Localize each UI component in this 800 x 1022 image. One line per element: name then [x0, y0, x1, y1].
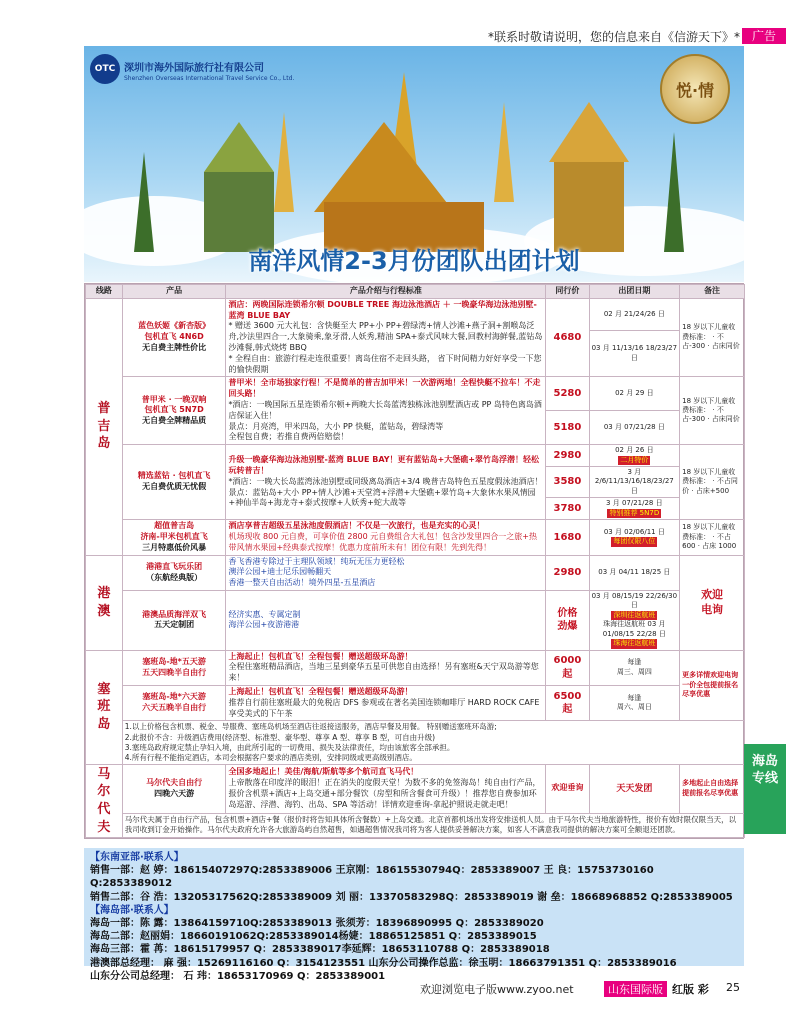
product-cell: 塞班岛-地*六天游 六天五晚半自由行 [122, 686, 226, 721]
date-badge: 深圳往返航班 [613, 610, 656, 619]
product-cell: 塞班岛-地*五天游 五天四晚半自由行 [122, 650, 226, 685]
price-cell: 6500 起 [546, 686, 589, 721]
top-bar [0, 28, 800, 46]
price-cell: 欢迎垂询 [546, 764, 589, 813]
table-header [86, 285, 745, 299]
col-date: 出团日期 [589, 285, 680, 299]
info-cell: 香飞香港专除过于主理队领域！纯玩无压力更轻松 澳洋公园+迪士尼乐园畅翻天 香港一整天自由活动！境外四星-五星酒店 [226, 555, 546, 590]
col-info: 产品介绍与行程标准 [226, 285, 546, 299]
info-cell: 普甲米！全市场独家行程！不是简单的普吉加甲米！一次游两地！全程快艇不拉车！不走回头路！ *酒店：一晚国际五星连锁希尔顿+两晚大长岛蓝湾独栋泳池别墅酒店或 PP 岛特色离岛酒店保证入住！ 景点：月亮湾，甲米四岛，大小 PP 快艇，蓝钻岛，碧绿湾等 全程包自费；若推自费两倍赔偿！ [226, 377, 546, 445]
contacts-header-island: 【海岛部·联系人】 [90, 904, 174, 916]
contact-notice: *联系时敬请说明，您的信息来自《信游天下》* [487, 30, 740, 44]
product-cell: 港港直飞玩乐团 （东航经典版） [122, 555, 226, 590]
product-cell: 超值普吉岛 济南-甲米包机直飞 三月特惠低价风暴 [122, 520, 226, 555]
col-product: 产品 [122, 285, 226, 299]
note-cell: 多地起止自由选择提前报名尽享优惠 [680, 764, 745, 813]
ad-badge: 广告 [742, 28, 786, 44]
table-row [86, 764, 745, 813]
temple-illustration [84, 62, 744, 262]
info-cell: 酒店：两晚国际连锁希尔顿 DOUBLE TREE 海边泳池酒店 ＋ 一晚豪华海边泳池别墅-蓝湾 BLUE BAY * 赠送 3600 元大礼包：含快艇至大 PP+小 PP+碧绿湾+情人沙滩+燕子洞+割喉岛泛舟,沙法里四合一,大象骑乘,象牙滑,人妖秀,精油 SPA+泰式风味大餐,回教村海鲜餐,蓝钻岛沙滩餐,韩式烧烤 BBQ * 全程自由：旅游行程走连很重要！离岛住宿不走回头路， 省下时间精力好好享受一下您的愉快假期 [226, 298, 546, 377]
company-name-cn: 深圳市海外国际旅行社有限公司 [124, 63, 264, 74]
info-cell: 酒店享普吉超级五星泳池度假酒店！不仅是一次旅行，也是充实的心灵！ 机场现收 800 元自费，可享价值 2800 元自费组合大礼包！包含沙发里四合一之旅+热带风情水果园+经典泰式按摩！优惠力度前所未有！团位有限！先到先得！ [226, 520, 546, 555]
note-cell: 18 岁以下儿童收费标准： · 不占同价 · 占床+500 [680, 445, 745, 520]
date-badge: 特别推荐 5N7D [609, 508, 660, 517]
info-cell: 上海起止！包机直飞！全程包餐！赠送超级环岛游！ 推荐自行前往塞班最大的免税店 DFS 参观或在著名美国连锁咖啡厅 HARD ROCK CAFE 享受美式的下午茶 [226, 686, 546, 721]
table-row [86, 445, 745, 467]
hero-banner [84, 46, 744, 282]
date-cell: 03 月 08/15/19 22/26/30 日 深圳往返航班 珠海往返航班 03 月 01/08/15 22/28 日 珠海往返航班 [589, 591, 680, 651]
price-cell: 2980 [546, 445, 589, 467]
date-cell: 3 月 07/21/28 日 特别推荐 5N7D [589, 498, 680, 520]
date-cell: 03 月 02/06/11 日 每团仅限八位 [589, 520, 680, 555]
table-row [86, 813, 745, 838]
date-badge: 每团仅限八位 [613, 537, 656, 546]
date-cell: 02 月 21/24/26 日 [589, 298, 680, 331]
contact-line: 港澳部总经理： 麻 强：15269116160 Q：3154123551 山东分公司操作总监：徐玉明：18663791351 Q：2853389016 [90, 957, 677, 969]
contact-line: 海岛一部：陈 露：13864159710Q:2853389013 张须芳：18396890995 Q：2853389020 [90, 917, 544, 929]
table-row [86, 555, 745, 590]
note-cell: 更多详情欢迎电询一价全包提前报名尽享优惠 [680, 650, 745, 721]
col-route: 线路 [86, 285, 123, 299]
contact-line: 销售二部：谷 浩：13205317562Q:2853389009 刘 丽：13370583298Q：2853389019 谢 垒：18668968852 Q:2853389005 [90, 891, 733, 903]
saipan-notes: 1.以上价格包含机票、税金、导服费、塞班岛机场至酒店往返接送服务，酒店早餐及用餐。 特别赠送塞班环岛游; 2.此报价不含：升级酒店费用(经济型、标准型、豪华型、尊享 A 型、尊享 B 型，可自由升级) 3.塞班岛政府规定禁止孕妇入境，由此所引起的一切费用、损失及法律责任，均由该旅客全部承担。 4.所有行程不能指定酒店，本司会根据客户要求的酒店类别，安排同级或更高级别酒店。 [122, 721, 744, 765]
contact-line: 海岛三部：霍 苒：18615179957 Q：2853389017李延辉：18653110788 Q：2853389018 [90, 944, 550, 956]
contact-line: 海岛二部：赵丽娟：18660191062Q:2853389014杨婕：18865125851 Q：2853389015 [90, 931, 537, 943]
product-cell: 港澳品质海洋双飞 五天定制团 [122, 591, 226, 651]
date-badge: 二月特价 [620, 455, 649, 464]
maldives-notes: 马尔代夫属于自由行产品，包含机票+酒店+餐（报价时将告知具体所含餐数）+上岛交通。北京首都机场出发将安排送机人员。由于马尔代夫当地旅游特性，报价有效时限仅限当天，以我司收到订金开始操作。马尔代夫政府允许各大旅游岛屿自然超售，如遇超售情况我司将为客人提供妥善解决方案，如客人不满意我司提供的解决方案可全额退还团款。 [122, 813, 744, 838]
date-badge: 珠海往返航班 [613, 639, 656, 648]
edition-label: 红版 彩 [672, 983, 709, 996]
note-cell: 18 岁以下儿童收费标准： · 不占-300 · 占床同价 [680, 377, 745, 445]
date-cell: 02 月 26 日 二月特价 [589, 445, 680, 467]
price-cell: 3580 [546, 467, 589, 498]
region-phuket: 普 吉 岛 [86, 298, 123, 555]
col-note: 备注 [680, 285, 745, 299]
itinerary-table [84, 283, 744, 839]
region-hk-macau: 港 澳 [86, 555, 123, 650]
page-footer [420, 981, 790, 999]
date-cell: 3 月 2/6/11/13/16/18/23/27 日 [589, 467, 680, 498]
region-maldives: 马 尔 代 夫 [86, 764, 123, 837]
contact-line: 山东分公司总经理： 石 玮：18653170969 Q：2853389001 [90, 970, 386, 982]
price-cell: 价格 劲爆 [546, 591, 589, 651]
table-row [86, 298, 745, 331]
note-cell: 18 岁以下儿童收费标准： · 不占-300 · 占床同价 [680, 298, 745, 377]
brand-seal: 悦·情 [660, 54, 730, 124]
table-row [86, 650, 745, 685]
info-cell: 升级一晚豪华海边泳池别墅-蓝湾 BLUE BAY！更有蓝钻岛+大堡礁+翠竹岛浮潜！轻松玩转普吉！ *酒店：一晚大长岛蓝湾泳池别墅或同级离岛酒店+3/4 晚普吉岛特色五星度假泳池酒店！ 景点：蓝钻岛+大小 PP+情人沙滩+天堂湾+浮潜+大堡礁+翠竹岛+大象休水果风情园+神仙半岛+海龙寺+泰式按摩+人妖秀+蛇大战等 [226, 445, 546, 520]
product-cell: 蓝色妖姬《新杏版》 包机直飞 4N6D 无自费主牌性价比 [122, 298, 226, 377]
table-row [86, 377, 745, 411]
price-cell: 6000 起 [546, 650, 589, 685]
date-cell: 每逢 周三、周四 [589, 650, 680, 685]
note-cell: 18 岁以下儿童收费标准： · 不占 600 · 占床 1000 [680, 520, 745, 555]
info-cell: 全国多地起止！美佳/海航/斯航等多个航司直飞马代！ 上帝散落在印度洋的眼泪！正在消失的度假天堂！为数不多的免签海岛！纯自由行产品，报价含机票+酒店+上岛交通+部分餐饮（房型和所含餐食可升级）！推荐您自费参加环岛巡游、浮潜、海钓、出岛、SPA 等活动！详情欢迎垂询-拿起护照说走就走吧！ [226, 764, 546, 813]
col-price: 同行价 [546, 285, 589, 299]
date-cell: 天天发团 [589, 764, 680, 813]
date-cell: 03 月 07/21/28 日 [589, 411, 680, 445]
price-cell: 5180 [546, 411, 589, 445]
otc-logo-icon: OTC [90, 54, 120, 84]
info-cell: 上海起止！包机直飞！全程包餐！赠送超级环岛游！ 全程住塞班精品酒店，当地三星到豪华五星可供您自由选择！另有塞班&天宁双岛游等您来！ [226, 650, 546, 685]
price-cell: 3780 [546, 498, 589, 520]
contact-line: 销售一部：赵 婷：18615407297Q:2853389006 王京刚：18615530794Q：2853389007 王 良：15753730160 Q:2853389012 [90, 865, 654, 890]
product-cell: 马尔代夫自由行 四晚六天游 [122, 764, 226, 813]
page-headline: 南洋风情2-3月份团队出团计划 [248, 247, 580, 275]
edition-badge: 山东国际版 [604, 981, 667, 997]
info-cell: 经济实惠、专属定制 海洋公园+夜游港港 [226, 591, 546, 651]
product-cell: 普甲米 · 一晚双响 包机直飞 5N7D 无自费全牌精品质 [122, 377, 226, 445]
table-row [86, 686, 745, 721]
price-cell: 1680 [546, 520, 589, 555]
table-row [86, 591, 745, 651]
price-cell: 2980 [546, 555, 589, 590]
date-cell: 03 月 04/11 18/25 日 [589, 555, 680, 590]
note-cell: 欢迎 电询 [680, 555, 745, 650]
region-saipan: 塞 班 岛 [86, 650, 123, 764]
contacts-header-sea: 【东南亚部·联系人】 [90, 852, 184, 863]
page-number: 25 [726, 981, 740, 994]
date-cell: 每逢 周六、周日 [589, 686, 680, 721]
company-logo [90, 54, 294, 84]
price-cell: 4680 [546, 298, 589, 377]
footer-site-link[interactable]: 欢迎浏览电子版www.zyoo.net [420, 983, 574, 996]
price-cell: 5280 [546, 377, 589, 411]
date-cell: 02 月 29 日 [589, 377, 680, 411]
table-row [86, 721, 745, 765]
date-cell: 03 月 11/13/16 18/23/27 日 [589, 331, 680, 377]
company-name-en: Shenzhen Overseas International Travel Service Co., Ltd. [124, 75, 295, 82]
contacts-panel [84, 848, 744, 982]
product-cell: 精选蓝钻 · 包机直飞 无自费优质无忧假 [122, 445, 226, 520]
section-label: 海岛 专线 [744, 744, 786, 834]
